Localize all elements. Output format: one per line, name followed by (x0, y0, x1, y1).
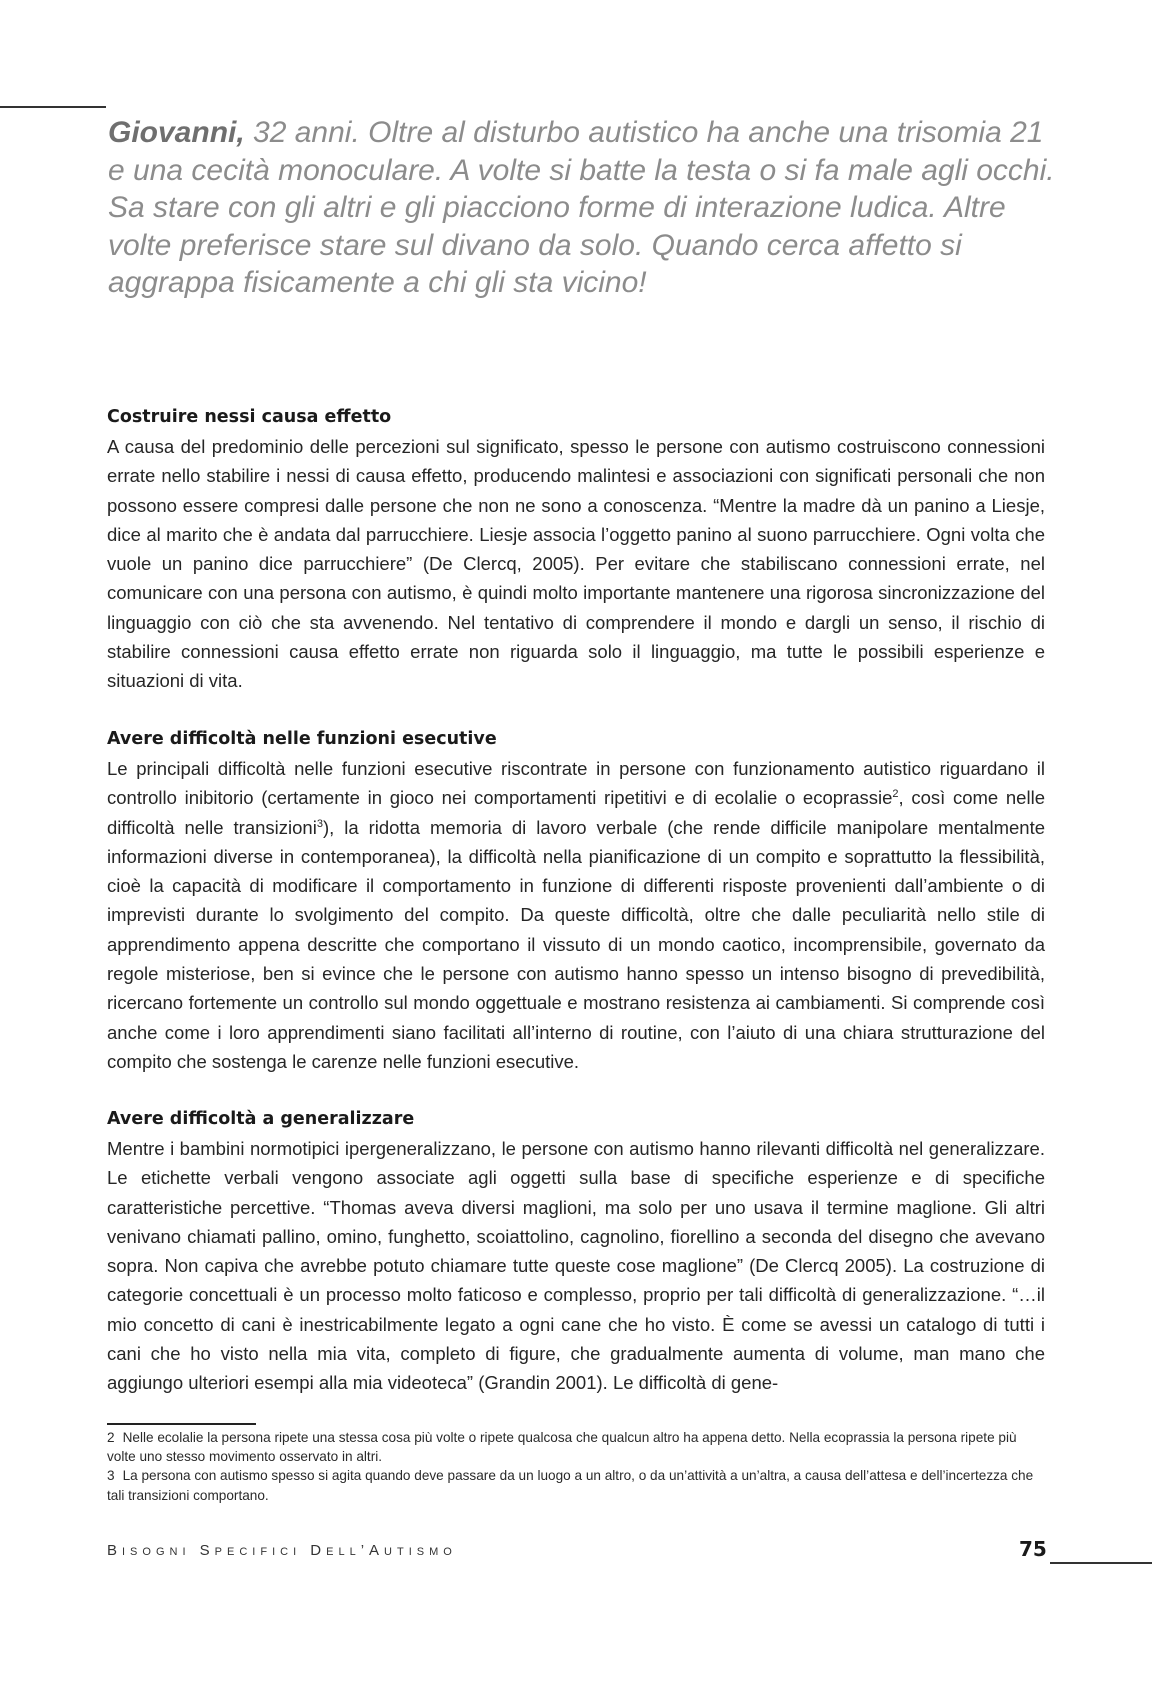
footnotes (107, 1428, 1045, 1505)
footnote-number: 3 (107, 1468, 115, 1484)
footnote-text: Nelle ecolalie la persona ripete una stessa cosa più volte o ripete qualcosa che qualcun altro ha appena detto. Nella ecoprassia la persona ripete più volte uno stesso movimento osservato in altri. (107, 1430, 1017, 1465)
intro-name: Giovanni, (108, 116, 245, 149)
intro-text: 32 anni. Oltre al disturbo autistico ha anche una trisomia 21 e una cecità monoculare. A volte si batte la testa o si fa male agli occhi. Sa stare con gli altri e gli piacciono forme di interazione ludica. Altre volte preferisce stare sul divano da solo. Quando cerca affetto si aggrappa fisicamente a chi gli sta vicino! (108, 116, 1055, 299)
section-body (107, 754, 1045, 1076)
section-heading: Avere difficoltà a generalizzare (107, 1109, 415, 1129)
footnote-ref-2[interactable]: 2 (892, 788, 899, 801)
top-rule (0, 106, 106, 108)
body-part: Le principali difficoltà nelle funzioni esecutive riscontrate in persone con funzionamento autistico riguardano il controllo inibitorio (certamente in gioco nei comportamenti ripetitivi e di ecolalie o ecoprassie (107, 758, 1045, 809)
intro-paragraph (108, 114, 1068, 302)
page-number-rule (1050, 1562, 1152, 1564)
section-heading: Costruire nessi causa effetto (107, 407, 392, 427)
page-number: 75 (1019, 1537, 1047, 1561)
body-part: , così come nelle difficoltà nelle transizioni (107, 787, 1045, 838)
footnote-ref-3[interactable]: 3 (316, 817, 323, 830)
footnote-rule (107, 1423, 256, 1425)
footnote (107, 1466, 1045, 1504)
section-executive-functions (107, 725, 1045, 1076)
section-cause-effect (107, 403, 1045, 696)
section-body: Mentre i bambini normotipici ipergeneralizzano, le persone con autismo hanno rilevanti difficoltà nel generalizzare. Le etichette verbali vengono associate agli oggetti sulla base di specifiche esperienze e di specifiche caratteristiche percettive. “Thomas aveva diversi maglioni, ma solo per uno usava il termine maglione. Gli altri venivano chiamati pallino, omino, funghetto, scoiattolino, cagnolino, fiorellino a seconda del disegno che avevano sopra. Non capiva che avrebbe potuto chiamare tutte queste cose maglione” (De Clercq 2005). La costruzione di categorie concettuali è un processo molto faticoso e complesso, proprio per tali difficoltà di generalizzazione. “…il mio concetto di cani è inestricabilmente legato a ogni cane che ho visto. È come se avessi un catalogo di tutti i cani che ho visto nella mia vita, completo di figure, che gradualmente aumenta di volume, man mano che aggiungo ulteriori esempi alla mia videoteca” (Grandin 2001). Le difficoltà di gene- (107, 1138, 1045, 1394)
footnote-number: 2 (107, 1430, 115, 1445)
section-heading: Avere difficoltà nelle funzioni esecutive (107, 729, 497, 749)
section-generalization (107, 1105, 1045, 1398)
running-footer-title: Bisogni Specifici Dell’Autismo (107, 1542, 457, 1559)
footnote (107, 1428, 1045, 1466)
footnote-text: La persona con autismo spesso si agita quando deve passare da un luogo a un altro, o da un’attività a un’altra, a causa dell’attesa e dell’incertezza che tali transizioni comportano. (107, 1468, 1034, 1503)
body-part: ), la ridotta memoria di lavoro verbale (che rende difficile manipolare mentalmente informazioni diverse in contemporanea), la difficoltà nella pianificazione di un compito e soprattutto la flessibilità, cioè la capacità di modificare il comportamento in funzione di differenti risposte provenienti dall’ambiente o di imprevisti durante lo svolgimento del compito. Da queste difficoltà, oltre che dalle peculiarità nello stile di apprendimento appena descritte che comportano il vissuto di un mondo caotico, incomprensibile, governato da regole misteriose, ben si evince che le persone con autismo hanno spesso un intenso bisogno di prevedibilità, ricercano fortemente un controllo sul mondo oggettuale e mostrano resistenza ai cambiamenti. Si comprende così anche come i loro apprendimenti siano facilitati all’interno di routine, con l’aiuto di una chiara strutturazione del compito che sostenga le carenze nelle funzioni esecutive. (107, 816, 1046, 1072)
section-body: A causa del predominio delle percezioni sul significato, spesso le persone con autismo costruiscono connessioni errate nello stabilire i nessi di causa effetto, producendo malintesi e associazioni con significati personali che non possono essere compresi dalle persone che non ne sono a conoscenza. “Mentre la madre dà un panino a Liesje, dice al marito che è andata dal parrucchiere. Liesje associa l’oggetto panino al suono parrucchiere. Ogni volta che vuole un panino dice parrucchiere” (De Clercq, 2005). Per evitare che stabiliscano connessioni errate, nel comunicare con una persona con autismo, è quindi molto importante mantenere una rigorosa sincronizzazione del linguaggio con ciò che sta avvenendo. Nel tentativo di comprendere il mondo e dargli un senso, il rischio di stabilire connessioni causa effetto errate non riguarda solo il linguaggio, ma tutte le possibili esperienze e situazioni di vita. (107, 436, 1045, 692)
